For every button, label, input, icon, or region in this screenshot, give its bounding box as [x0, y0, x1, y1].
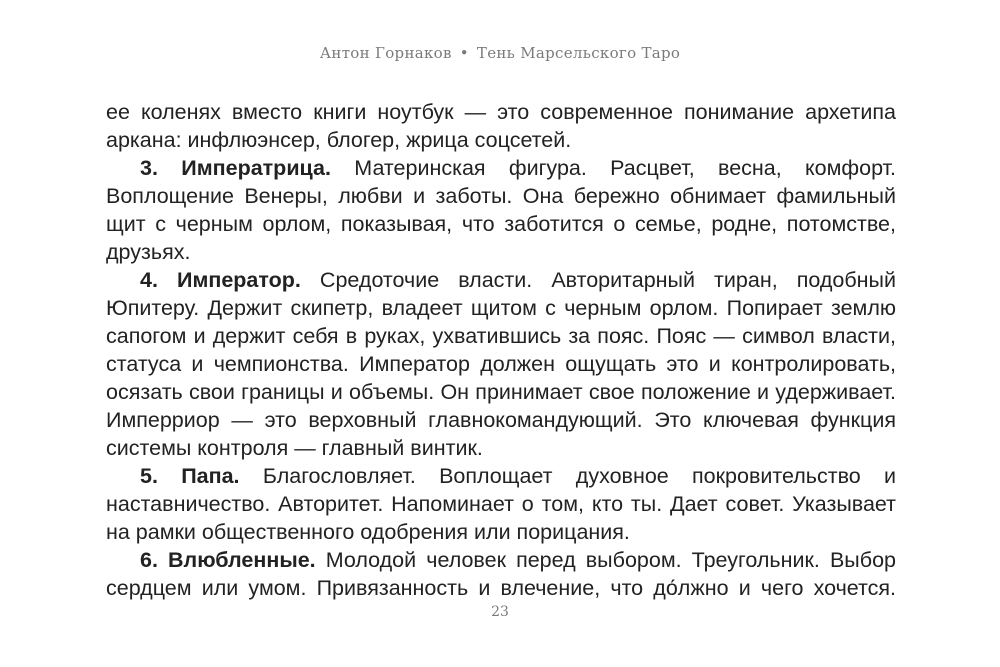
entry-lovers-lead: 6. Влюбленные.: [140, 548, 316, 572]
header-book-title: Тень Марсельского Таро: [476, 44, 681, 62]
continuation-paragraph: ее коленях вместо книги ноутбук — это современное понимание архетипа аркана: инфлюэнсер, блогер, жрица соцсетей.: [106, 100, 896, 152]
page-body: [106, 98, 896, 602]
entry-empress-lead: 3. Императрица.: [140, 156, 331, 180]
entry-pope-text: Благословляет. Воплощает духовное покровительство и наставничество. Авторитет. Напоминает о том, кто ты. Дает совет. Указывает на рамки общественного одобрения или порицания.: [106, 464, 896, 544]
running-header: [0, 44, 1000, 62]
entry-pope-lead: 5. Папа.: [140, 464, 240, 488]
entry-emperor-text: Средоточие власти. Авторитарный тиран, подобный Юпитеру. Держит скипетр, владеет щитом с черным орлом. Попирает землю сапогом и держит себя в руках, ухватившись за пояс. Пояс — символ власти, статуса и чемпионства. Император должен ощущать это и контролировать, осязать свои границы и объемы. Он принимает свое положение и удерживает. Имперриор — это верховный главнокомандующий. Это ключевая функция системы контроля — главный винтик.: [106, 268, 897, 460]
page-number: 23: [491, 604, 509, 620]
entry-pope: [106, 462, 896, 546]
entry-empress-text: Материнская фигура. Расцвет, весна, комфорт. Воплощение Венеры, любви и заботы. Она бережно обнимает фамильный щит с черным орлом, показывая, что заботится о семье, родне, потомстве, друзьях.: [106, 156, 896, 264]
entry-emperor-lead: 4. Император.: [140, 268, 301, 292]
header-author: Антон Горнаков: [319, 44, 452, 62]
entry-lovers-text: Молодой человек перед выбором. Треугольник. Выбор сердцем или умом. Привязанность и влечение, что до́лжно и чего хочется.: [106, 548, 896, 600]
entry-empress: [106, 154, 896, 266]
header-separator: •: [459, 44, 469, 62]
entry-emperor: [106, 266, 896, 462]
entry-lovers: [106, 546, 896, 602]
